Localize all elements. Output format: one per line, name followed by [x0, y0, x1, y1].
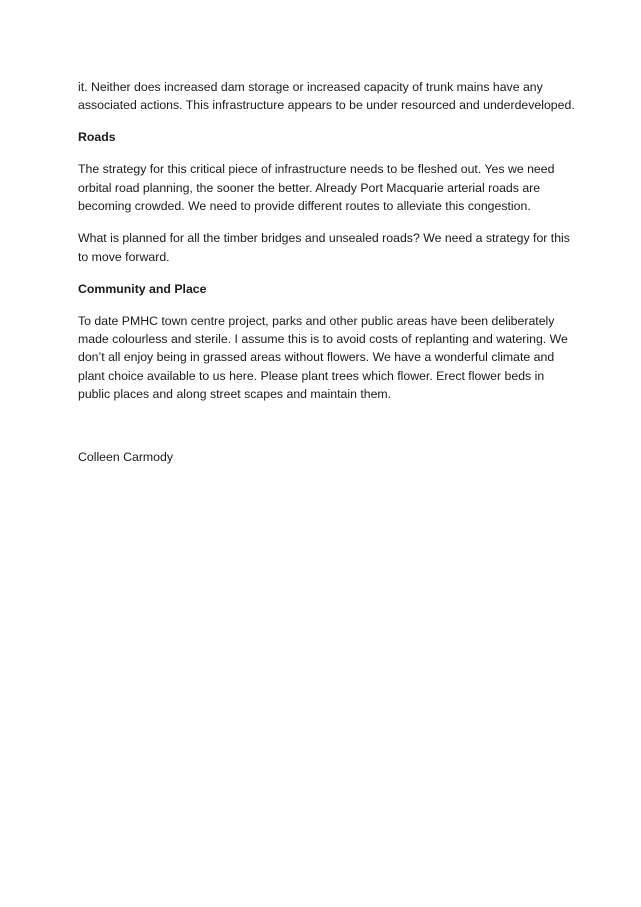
- roads-paragraph-1: The strategy for this critical piece of infrastructure needs to be fleshed out. Yes we need orbital road planning, the sooner the better. Already Port Macquarie arterial roads are becoming crowded. We need to provide different routes to alleviate this congestion.: [78, 162, 555, 214]
- roads-heading: Roads: [78, 130, 116, 145]
- community-paragraph: To date PMHC town centre project, parks and other public areas have been deliberately made colourless and sterile. I assume this is to avoid costs of replanting and watering. We don’t all enjoy being in grassed areas without flowers. We have a wonderful climate and plant choice available to us here. Please plant trees which flower. Erect flower beds in public places and along street scapes and maintain them.: [78, 313, 568, 402]
- roads-paragraph-2: What is planned for all the timber bridges and unsealed roads? We need a strategy for this to move forward.: [78, 231, 570, 264]
- community-heading: Community and Place: [78, 281, 207, 296]
- signature: Colleen Carmody: [78, 449, 174, 464]
- intro-paragraph: it. Neither does increased dam storage or increased capacity of trunk mains have any associated actions. This infrastructure appears to be under resourced and underdeveloped.: [78, 80, 575, 113]
- document-body: [78, 78, 578, 480]
